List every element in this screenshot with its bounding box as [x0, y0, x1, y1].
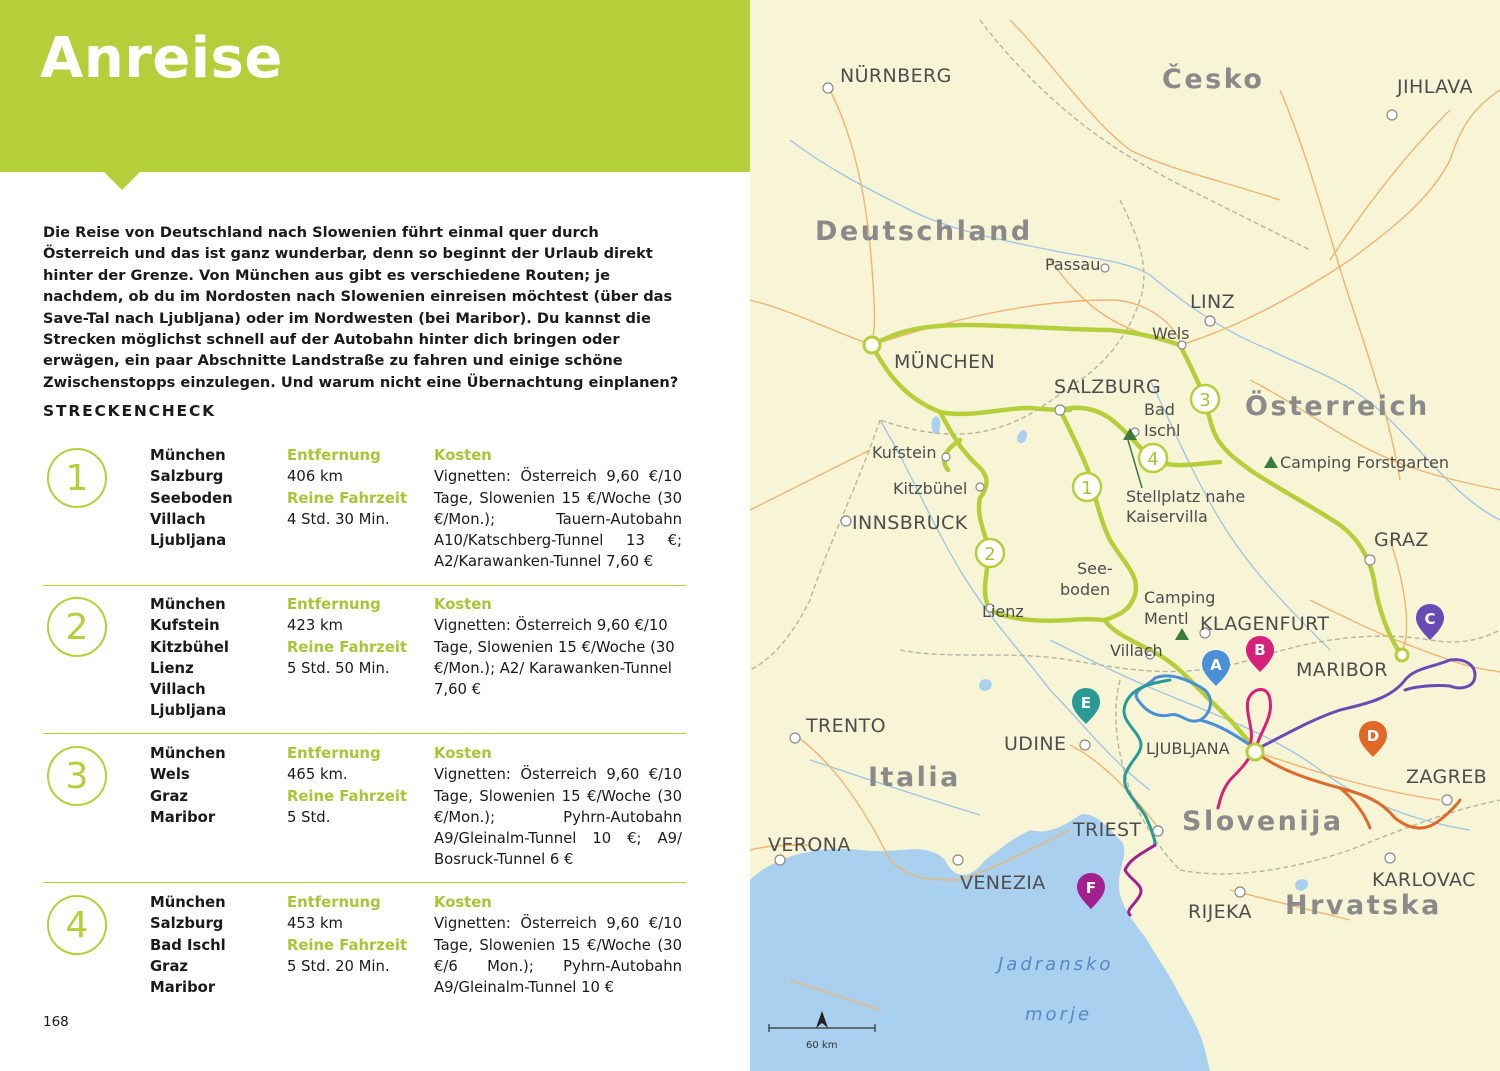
- route-stops: [150, 743, 226, 828]
- route-stop: München: [150, 894, 226, 911]
- city-triest: TRIEST: [1073, 819, 1142, 841]
- route-marker-1-label: 1: [1081, 478, 1093, 499]
- city-verona: VERONA: [768, 834, 851, 856]
- pin-A-label: A: [1210, 656, 1222, 674]
- route-distance-column: [287, 445, 407, 530]
- city-marker: [1080, 740, 1090, 750]
- camping-mentl: Camping: [1144, 588, 1216, 607]
- route-stop: Kufstein: [150, 617, 220, 635]
- stellplatz-label: Stellplatz nahe: [1126, 487, 1246, 506]
- route-number-badge: 1: [47, 448, 107, 508]
- city-bad-ischl: Bad: [1144, 400, 1175, 419]
- route-distance-column: [287, 594, 407, 679]
- city-marker: [1205, 316, 1215, 326]
- time-value: 5 Std. 20 Min.: [287, 957, 390, 975]
- camping-mentl: Mentl: [1144, 609, 1189, 628]
- intro-paragraph: Die Reise von Deutschland nach Slowenien führt einmal quer durch Österreich und das ist ganz wunderbar, denn so beginnt der Urlaub direkt hinter der Grenze. Von München aus gibt es verschiedene Routen; je nachdem, ob du im Nordosten nach Slowenien einreisen möchtest (über das Save-Tal nach Ljubljana) oder im Nordwesten (bei Maribor). Du kannst die Strecken möglichst schnell auf der Autobahn hinter dich bringen oder erwägen, ein paar Abschnitte Landstraße zu fahren und einige schöne Zwischenstopps einzulegen. Und warum nicht eine Übernachtung einplanen?: [43, 224, 679, 391]
- distance-label: Entfernung: [287, 894, 381, 911]
- cost-label: Kosten: [434, 596, 492, 613]
- route-stop: Ljubljana: [150, 702, 227, 720]
- city-karlovac: KARLOVAC: [1372, 869, 1476, 891]
- country-slovenija: Slovenija: [1182, 806, 1344, 837]
- route-number-badge: 3: [47, 746, 107, 806]
- route-endpoint-munchen: [864, 337, 880, 353]
- city-bad-ischl: Ischl: [1144, 421, 1181, 440]
- distance-label: Entfernung: [287, 596, 381, 613]
- city-zagreb: ZAGREB: [1406, 766, 1488, 788]
- route-stop: Seeboden: [150, 489, 233, 507]
- city-kitzbuhel: Kitzbühel: [893, 479, 968, 498]
- city-marker: [1385, 853, 1395, 863]
- route-stop: Ljubljana: [150, 532, 227, 550]
- route-cost-column: [434, 892, 682, 998]
- distance-value: 465 km.: [287, 766, 348, 784]
- route-stop: München: [150, 596, 226, 613]
- route-endpoint-ljubljana: [1247, 744, 1263, 760]
- route-block-1: [43, 445, 686, 586]
- city-marker: [1153, 826, 1163, 836]
- route-stop: Villach: [150, 681, 206, 699]
- cost-value: Vignetten: Österreich 9,60 €/10 Tage, Slowenien 15 €/Woche (30 €/Mon.); Pyhrn-Autobahn A9/Gleinalm-Tunnel 10 €; A9/ Bosruck-Tunnel 6 €: [434, 766, 682, 869]
- route-stop: Lienz: [150, 659, 194, 677]
- pin-D-label: D: [1366, 727, 1380, 745]
- stellplatz-label: Kaiservilla: [1126, 507, 1208, 526]
- city-klagenfurt: KLAGENFURT: [1200, 613, 1330, 635]
- route-stop: Graz: [150, 787, 189, 805]
- route-stops: [150, 594, 229, 722]
- city-marker: [790, 733, 800, 743]
- route-block-3: [43, 743, 686, 883]
- city-udine: UDINE: [1004, 733, 1067, 755]
- city-marker: [841, 516, 851, 526]
- pin-B-label: B: [1254, 641, 1266, 659]
- city-passau: Passau: [1045, 255, 1101, 274]
- route-stops: [150, 892, 226, 998]
- header-pointer: [104, 172, 140, 190]
- city-maribor: MARIBOR: [1296, 659, 1388, 681]
- city-lienz: Lienz: [982, 602, 1024, 621]
- city-munchen: MÜNCHEN: [894, 351, 996, 373]
- route-stop: Maribor: [150, 979, 216, 997]
- city-marker: [775, 855, 785, 865]
- time-label: Reine Fahrzeit: [287, 936, 408, 954]
- route-stop: Salzburg: [150, 468, 224, 486]
- time-label: Reine Fahrzeit: [287, 787, 408, 805]
- city-linz: LINZ: [1190, 291, 1236, 313]
- time-value: 5 Std. 50 Min.: [287, 659, 390, 677]
- route-cost-column: [434, 594, 682, 700]
- route-block-4: [43, 892, 686, 1002]
- city-kufstein: Kufstein: [872, 443, 937, 462]
- distance-value: 453 km: [287, 915, 343, 933]
- route-stop: Salzburg: [150, 915, 224, 933]
- distance-value: 406 km: [287, 468, 343, 486]
- distance-value: 423 km: [287, 617, 343, 635]
- time-value: 5 Std.: [287, 808, 331, 826]
- section-heading: STRECKENCHECK: [43, 402, 216, 420]
- route-stop: Maribor: [150, 808, 216, 826]
- route-marker-4-label: 4: [1147, 449, 1159, 470]
- route-cost-column: [434, 445, 682, 573]
- route-marker-2-label: 2: [984, 544, 996, 565]
- city-ljubljana: LJUBLJANA: [1146, 739, 1230, 758]
- city-venezia: VENEZIA: [960, 872, 1046, 894]
- city-marker: [1387, 110, 1397, 120]
- city-seeboden: boden: [1060, 580, 1111, 599]
- city-salzburg: SALZBURG: [1054, 376, 1162, 398]
- city-marker: [1055, 405, 1065, 415]
- route-stop: Bad Ischl: [150, 936, 226, 954]
- city-villach: Villach: [1110, 641, 1163, 660]
- city-rijeka: RIJEKA: [1188, 901, 1252, 923]
- page-title: Anreise: [40, 26, 283, 91]
- route-cost-column: [434, 743, 682, 871]
- route-stop: Kitzbühel: [150, 638, 229, 656]
- country-cesko: Česko: [1162, 64, 1265, 95]
- city-jihlava: JIHLAVA: [1397, 76, 1473, 98]
- cost-label: Kosten: [434, 745, 492, 762]
- city-marker: [942, 453, 950, 461]
- city-trento: TRENTO: [806, 715, 886, 737]
- pin-F-label: F: [1085, 879, 1097, 897]
- city-innsbruck: INNSBRUCK: [852, 512, 968, 534]
- route-marker-3-label: 3: [1199, 390, 1211, 411]
- sea-label: Jadransko: [998, 954, 1114, 975]
- city-nurnberg: NÜRNBERG: [840, 65, 952, 87]
- time-label: Reine Fahrzeit: [287, 638, 408, 656]
- route-stop: Wels: [150, 766, 190, 784]
- country-osterreich: Österreich: [1245, 391, 1430, 422]
- route-map: [750, 0, 1500, 1071]
- cost-value: Vignetten: Österreich 9,60 €/10 Tage, Slowenien 15 €/Woche (30 €/Mon.); Tauern-Autobahn A10/Katschberg-Tunnel 13 €; A2/Karawanken-Tunnel 7,60 €: [434, 468, 682, 571]
- route-stop: München: [150, 447, 226, 464]
- time-value: 4 Std. 30 Min.: [287, 510, 390, 528]
- city-marker: [1442, 795, 1452, 805]
- time-label: Reine Fahrzeit: [287, 489, 408, 507]
- route-block-2: [43, 594, 686, 734]
- pin-C-label: C: [1424, 610, 1436, 628]
- route-map-svg: [750, 0, 1500, 1071]
- city-seeboden: See-: [1077, 559, 1113, 578]
- city-marker: [1235, 887, 1245, 897]
- distance-label: Entfernung: [287, 745, 381, 762]
- distance-label: Entfernung: [287, 447, 381, 464]
- country-hrvatska: Hrvatska: [1285, 890, 1442, 921]
- camping-forstgarten: Camping Forstgarten: [1280, 453, 1449, 472]
- city-wels: Wels: [1152, 324, 1190, 343]
- route-distance-column: [287, 743, 407, 828]
- cost-label: Kosten: [434, 447, 492, 464]
- cost-label: Kosten: [434, 894, 492, 911]
- route-distance-column: [287, 892, 407, 977]
- route-stop: Graz: [150, 957, 189, 975]
- city-marker: [953, 855, 963, 865]
- city-graz: GRAZ: [1374, 529, 1429, 551]
- route-stops: [150, 445, 233, 551]
- city-marker: [823, 83, 833, 93]
- cost-value: Vignetten: Österreich 9,60 €/10 Tage, Slowenien 15 €/Woche (30 €/Mon.); A2/ Karawanken-Tunnel 7,60 €: [434, 617, 675, 699]
- country-italia: Italia: [868, 762, 961, 793]
- city-marker: [976, 483, 984, 491]
- city-marker: [1101, 264, 1109, 272]
- cost-value: Vignetten: Österreich 9,60 €/10 Tage, Slowenien 15 €/Woche (30 €/6 Mon.); Pyhrn-Autobahn A9/Gleinalm-Tunnel 10 €: [434, 915, 682, 997]
- page-number: 168: [43, 1014, 69, 1030]
- route-endpoint-maribor: [1396, 649, 1408, 661]
- scale-label: 60 km: [806, 1040, 838, 1051]
- route-stop: Villach: [150, 510, 206, 528]
- route-number-badge: 4: [47, 895, 107, 955]
- route-number-badge: 2: [47, 597, 107, 657]
- route-stop: München: [150, 745, 226, 762]
- country-deutschland: Deutschland: [815, 216, 1033, 247]
- pin-E-label: E: [1080, 694, 1092, 712]
- city-marker: [1365, 555, 1375, 565]
- sea-label: morje: [1025, 1004, 1093, 1025]
